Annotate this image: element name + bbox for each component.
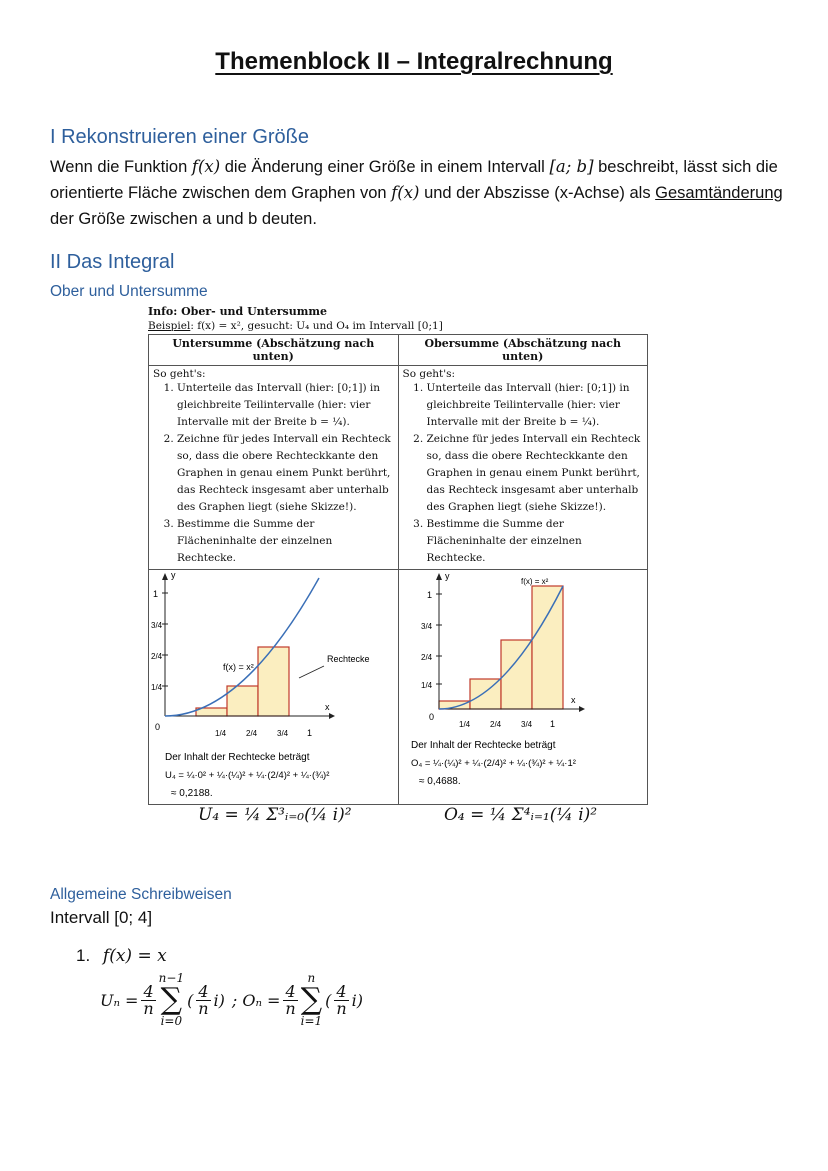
right-result-value: ≈ 0,4688. bbox=[418, 776, 461, 787]
x-tick-q2: 2/4 bbox=[489, 720, 501, 729]
y-tick-1: 1 bbox=[426, 590, 432, 600]
y-axis-arrow bbox=[436, 573, 442, 580]
page-title: Themenblock II – Integralrechnung bbox=[215, 48, 613, 75]
left-steps: So geht's: 1. Unterteile das Intervall (hier: [0;1]) in gleichbreite Teilintervalle (hier: vier Intervalle mit der Breite b = ¼). 2. Zeichne für jedes Intervall ein Rechteck so, dass die obere Rechteckkante den Graphen in genau einem Punkt berührt, das Rechteck insgesamt aber unterhalb des Graphen liegt (siehe Skizze!). 3. Bestimme die Summe der Flächeninhalte der einzelnen Rechtecke. bbox=[149, 366, 399, 570]
left-result-value: ≈ 0,2188. bbox=[171, 788, 213, 799]
frac-4-n-term-2: $\frac{4}{n}$ bbox=[336, 981, 347, 1018]
right-steps: So geht's: 1. Unterteile das Intervall (hier: [0;1]) in gleichbreite Teilintervalle (hier: vier Intervalle mit der Breite b = ¼). 2. Zeichne für jedes Intervall ein Rechteck so, dass die obere Rechteckkante den Graphen in genau einem Punkt berührt, das Rechteck insgesamt aber unterhalb des Graphen liegt (siehe Skizze!). 3. Bestimme die Summe der Flächeninhalte der einzelnen Rechtecke. bbox=[398, 366, 648, 570]
y-label: y bbox=[444, 571, 449, 581]
section2-subheading: Ober und Untersumme bbox=[50, 283, 208, 300]
x-tick-q1: 1/4 bbox=[458, 720, 470, 729]
left-header: Untersumme (Abschätzung nach unten) bbox=[149, 335, 399, 366]
x-tick-q3: 3/4 bbox=[520, 720, 532, 729]
left-result-formula: U₄ = ¼·0² + ¼·(¼)² + ¼·(2/4)² + ¼·(¾)² bbox=[165, 770, 330, 781]
y-tick-q2: 2/4 bbox=[151, 652, 163, 661]
section2-heading: II Das Integral bbox=[50, 251, 175, 273]
left-result-title: Der Inhalt der Rechtecke beträgt bbox=[165, 752, 310, 763]
info-table bbox=[148, 334, 648, 805]
general-interval: Intervall [0; 4] bbox=[50, 908, 153, 927]
y-tick-q2: 2/4 bbox=[420, 653, 432, 662]
item-1 bbox=[76, 946, 167, 966]
lower-rect-4 bbox=[258, 647, 289, 716]
sigma-lower: n−1 ∑ i=0 bbox=[158, 971, 185, 1028]
info-title: Info: Ober- und Untersumme bbox=[148, 305, 328, 318]
general-heading: Allgemeine Schreibweisen bbox=[50, 886, 232, 903]
y-label: y bbox=[171, 570, 176, 580]
item-number: 1. bbox=[76, 946, 91, 965]
right-step-3: 3. Bestimme die Summe der Flächeninhalte der einzelnen Rechtecke. bbox=[427, 516, 644, 567]
x-label: x bbox=[325, 702, 330, 712]
function-label: f(x) = x² bbox=[223, 662, 254, 672]
obersumme-graph bbox=[399, 570, 647, 804]
y-tick-q3: 3/4 bbox=[420, 622, 432, 631]
underlined-term: Gesamtänderung bbox=[655, 184, 783, 202]
x-tick-1: 1 bbox=[307, 728, 313, 738]
obersumme-formula: O₄ = ¼ Σ⁴ᵢ₌₁(¼ i)² bbox=[444, 805, 598, 825]
right-header: Obersumme (Abschätzung nach unten) bbox=[398, 335, 648, 366]
left-step-1: 1. Unterteile das Intervall (hier: [0;1]) in gleichbreite Teilintervalle (hier: vier Intervalle mit der Breite b = ¼). bbox=[177, 380, 394, 431]
info-example: Beispiel: f(x) = x², gesucht: U₄ und O₄ im Intervall [0;1] bbox=[148, 320, 443, 332]
y-tick-q3: 3/4 bbox=[151, 621, 163, 630]
x-axis-arrow bbox=[329, 713, 335, 719]
y-tick-q1: 1/4 bbox=[151, 683, 163, 692]
x-axis-arrow bbox=[579, 706, 585, 712]
label-pointer bbox=[299, 666, 324, 678]
left-step-2: 2. Zeichne für jedes Intervall ein Rechteck so, dass die obere Rechteckkante den Graphen in genau einem Punkt berührt, das Rechteck insgesamt aber unterhalb des Graphen liegt (siehe Skizze!). bbox=[177, 431, 394, 516]
right-graph-cell bbox=[398, 570, 648, 805]
x-tick-1: 1 bbox=[549, 719, 555, 729]
info-box bbox=[148, 304, 648, 805]
y-tick-q1: 1/4 bbox=[420, 681, 432, 690]
left-graph-cell bbox=[149, 570, 399, 805]
origin-label: 0 bbox=[428, 712, 434, 722]
right-step-1: 1. Unterteile das Intervall (hier: [0;1]) in gleichbreite Teilintervalle (hier: vier Intervalle mit der Breite b = ¼). bbox=[427, 380, 644, 431]
y-tick-1: 1 bbox=[153, 589, 159, 599]
x-tick-q2: 2/4 bbox=[246, 729, 258, 738]
x-label: x bbox=[570, 695, 575, 705]
rect-label: Rechtecke bbox=[327, 654, 370, 664]
section1-paragraph: Wenn die Funktion f(x) die Änderung einer Größe in einem Intervall [a; b] beschreibt, lässt sich die orientierte Fläche zwischen dem Graphen von f(x) und der Abszisse (x-Achse) als Gesamtänderung der Größe zwischen a und b deuten. bbox=[50, 157, 783, 228]
origin-label: 0 bbox=[155, 722, 161, 732]
on-label: ; Oₙ = bbox=[231, 990, 281, 1010]
x-tick-q3: 3/4 bbox=[277, 729, 289, 738]
left-step-3: 3. Bestimme die Summe der Flächeninhalte der einzelnen Rechtecke. bbox=[177, 516, 394, 567]
right-step-2: 2. Zeichne für jedes Intervall ein Rechteck so, dass die obere Rechteckkante den Graphen in genau einem Punkt berührt, das Rechteck insgesamt aber unterhalb des Graphen liegt (siehe Skizze!). bbox=[427, 431, 644, 516]
right-result-formula: O₄ = ¼·(¼)² + ¼·(2/4)² + ¼·(¾)² + ¼·1² bbox=[410, 758, 576, 769]
section1-heading: I Rekonstruieren einer Größe bbox=[50, 126, 310, 148]
item-function: f(x) = x bbox=[102, 946, 167, 966]
upper-rect-4 bbox=[532, 586, 563, 709]
frac-4-n-2: $\frac{4}{n}$ bbox=[285, 981, 296, 1018]
sigma-upper: n ∑ i=1 bbox=[300, 971, 323, 1028]
un-label: Uₙ = bbox=[100, 990, 139, 1010]
untersumme-graph bbox=[149, 570, 397, 804]
frac-4-n-term: $\frac{4}{n}$ bbox=[198, 981, 209, 1018]
right-result-title: Der Inhalt der Rechtecke beträgt bbox=[410, 740, 556, 751]
function-label: f(x) = x² bbox=[520, 577, 548, 586]
untersumme-formula: U₄ = ¼ Σ³ᵢ₌₀(¼ i)² bbox=[198, 805, 352, 825]
y-axis-arrow bbox=[162, 573, 168, 580]
frac-4-n: $\frac{4}{n}$ bbox=[143, 981, 154, 1018]
general-sum-formula: Uₙ = $\frac{4}{n}$ n−1 ∑ i=0 ( $\frac{4}{n}$ i) ; Oₙ = $\frac{4}{n}$ n ∑ i=1 ( $\frac{4}{n}$ i) bbox=[100, 971, 363, 1028]
x-tick-q1: 1/4 bbox=[215, 729, 227, 738]
